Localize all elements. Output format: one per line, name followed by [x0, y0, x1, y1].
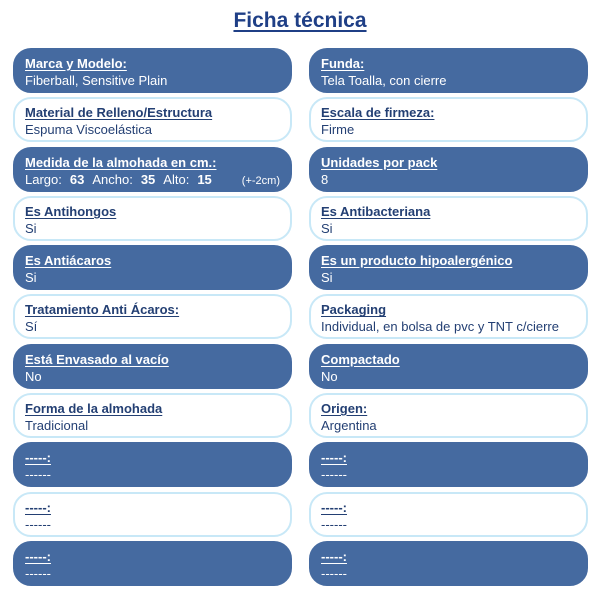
spec-value: Individual, en bolsa de pvc y TNT c/cierre	[321, 319, 559, 335]
dim-ancho-label: Ancho:	[92, 171, 133, 187]
spec-card	[309, 48, 588, 93]
spec-value: ------	[25, 516, 51, 532]
spec-card	[13, 294, 292, 339]
spec-grid	[13, 48, 588, 586]
spec-value: Espuma Viscoelástica	[25, 122, 152, 138]
spec-label: Escala de firmeza:	[321, 105, 435, 121]
page-title: Ficha técnica	[233, 9, 367, 32]
spec-label: Compactado	[321, 351, 400, 367]
spec-card	[309, 344, 588, 389]
spec-card	[309, 294, 588, 339]
spec-card	[13, 393, 292, 438]
spec-card	[13, 344, 292, 389]
dimensions-line	[25, 171, 280, 190]
spec-value: Firme	[321, 122, 355, 138]
spec-label: Es Antiácaros	[25, 253, 112, 269]
spec-value: Tradicional	[25, 418, 89, 434]
spec-card	[309, 393, 588, 438]
spec-value: Si	[25, 220, 37, 236]
dim-alto-value: 15	[197, 171, 212, 187]
spec-label: Origen:	[321, 401, 368, 417]
spec-label: Es un producto hipoalergénico	[321, 253, 513, 269]
spec-card	[13, 245, 292, 290]
spec-card	[13, 492, 292, 537]
spec-label: Medida de la almohada en cm.:	[25, 154, 217, 170]
spec-value: No	[25, 368, 42, 384]
spec-card	[309, 196, 588, 241]
spec-label: Tratamiento Anti Ácaros:	[25, 302, 180, 318]
spec-card	[309, 97, 588, 142]
spec-label: -----:	[25, 499, 51, 515]
spec-label: -----:	[321, 450, 347, 466]
spec-value: ------	[25, 467, 51, 483]
spec-label: -----:	[25, 548, 51, 564]
spec-label: Marca y Modelo:	[25, 56, 127, 71]
dim-largo-label: Largo:	[25, 171, 62, 187]
spec-card	[13, 442, 292, 487]
spec-label: Packaging	[321, 302, 387, 318]
spec-value: 8	[321, 171, 329, 187]
spec-value: Argentina	[321, 418, 377, 434]
spec-card	[309, 442, 588, 487]
spec-card	[13, 541, 292, 586]
spec-value: ------	[25, 565, 51, 581]
spec-label: Es Antibacteriana	[321, 203, 431, 219]
spec-value: Sí	[25, 319, 38, 335]
spec-label: -----:	[25, 450, 51, 466]
spec-value: Tela Toalla, con cierre	[321, 73, 447, 88]
spec-value: Si	[25, 270, 37, 286]
spec-value: Fiberball, Sensitive Plain	[25, 73, 168, 88]
spec-value: Si	[321, 270, 333, 286]
spec-label: Es Antihongos	[25, 203, 117, 219]
spec-card	[309, 245, 588, 290]
spec-value: ------	[321, 565, 347, 581]
spec-label: -----:	[321, 548, 347, 564]
dim-tolerance: (+-2cm)	[241, 174, 280, 187]
dim-alto-label: Alto:	[163, 171, 190, 187]
spec-value: No	[321, 368, 338, 384]
spec-card	[13, 97, 292, 142]
spec-label: Funda:	[321, 56, 365, 71]
spec-label: Forma de la almohada	[25, 401, 163, 417]
spec-label: Unidades por pack	[321, 154, 438, 170]
dim-largo-value: 63	[69, 171, 85, 187]
spec-card	[309, 147, 588, 192]
spec-card	[13, 196, 292, 241]
spec-label: Material de Relleno/Estructura	[25, 105, 213, 121]
spec-value: ------	[321, 516, 347, 532]
spec-card	[309, 541, 588, 586]
spec-label: Está Envasado al vacío	[25, 351, 169, 367]
spec-card	[309, 492, 588, 537]
spec-card	[13, 48, 292, 93]
spec-card	[13, 147, 292, 192]
spec-value: ------	[321, 467, 347, 483]
spec-label: -----:	[321, 499, 347, 515]
dim-ancho-value: 35	[140, 171, 156, 187]
spec-value: Si	[321, 220, 333, 236]
